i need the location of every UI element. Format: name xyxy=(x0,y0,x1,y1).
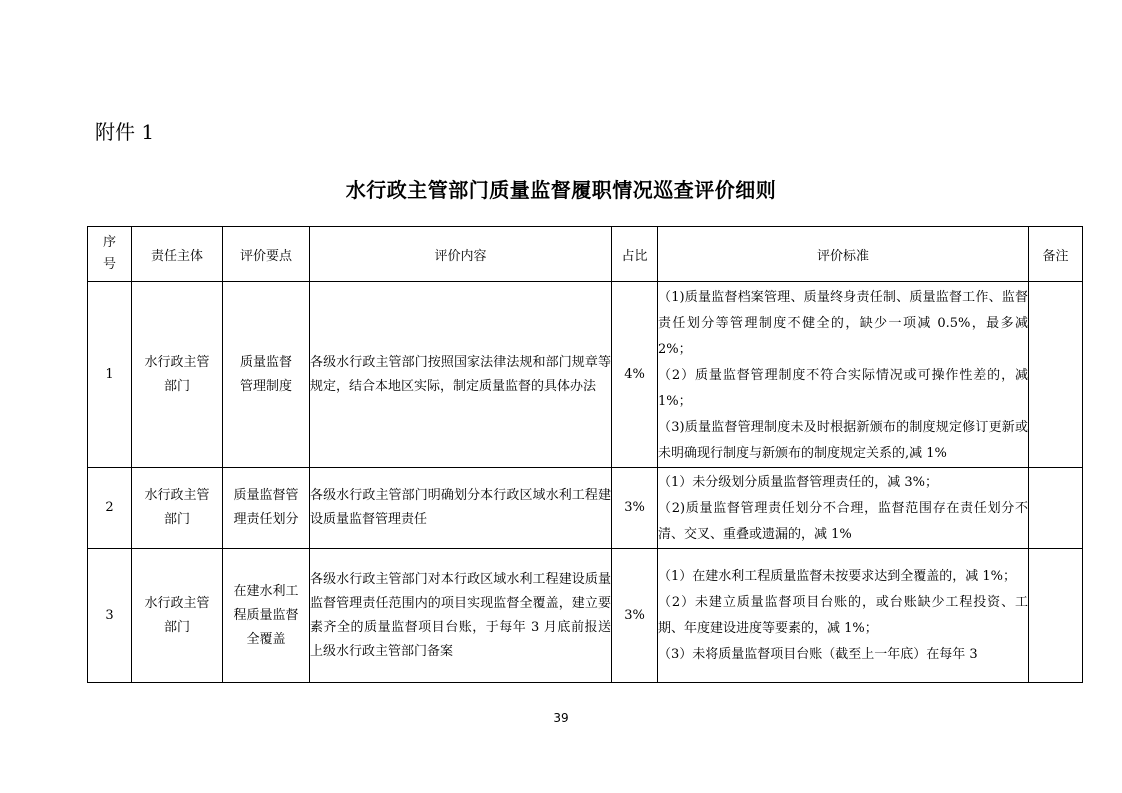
row-criteria xyxy=(658,282,1029,468)
criteria-item: （1）未分级划分质量监督管理责任的，减 3%； xyxy=(658,474,939,490)
row-ratio: 4% xyxy=(612,282,658,468)
evaluation-table xyxy=(87,226,1083,683)
row-subject-line: 水行政主管 xyxy=(144,488,210,503)
table-header-row xyxy=(88,227,1083,282)
row-index: 3 xyxy=(88,549,132,683)
row-remarks xyxy=(1029,468,1083,549)
row-subject-line: 水行政主管 xyxy=(144,354,210,370)
header-ratio: 占比 xyxy=(612,227,658,282)
page-number: 39 xyxy=(553,711,569,725)
row-remarks xyxy=(1029,549,1083,683)
header-remarks: 备注 xyxy=(1029,227,1083,282)
row-key-line: 理责任划分 xyxy=(233,512,299,527)
row-subject-line: 水行政主管 xyxy=(144,595,210,611)
header-key-point: 评价要点 xyxy=(223,227,310,282)
header-index-line1: 序 xyxy=(102,235,116,250)
row-subject xyxy=(132,282,223,468)
criteria-item: （2)质量监督管理责任划分不合理，监督范围存在责任划分不清、交叉、重叠或遗漏的，减 1% xyxy=(658,500,1028,542)
table-row xyxy=(88,282,1083,468)
criteria-item: （3)质量监督管理制度未及时根据新颁布的制度规定修订更新或未明确现行制度与新颁布的制度规定关系的,减 1% xyxy=(658,419,1028,461)
row-key-line: 在建水利工 xyxy=(233,583,299,599)
row-key-point xyxy=(223,468,310,549)
criteria-item: （3）未将质量监督项目台账（截至上一年底）在每年 3 xyxy=(658,647,978,662)
document-title: 水行政主管部门质量监督履职情况巡查评价细则 xyxy=(345,178,777,202)
row-index: 2 xyxy=(88,468,132,549)
row-key-line: 管理制度 xyxy=(239,378,292,394)
table-row xyxy=(88,549,1083,683)
criteria-item: （1)质量监督档案管理、质量终身责任制、质量监督工作、监督责任划分等管理制度不健全的，缺少一项减 0.5%，最多减 2%； xyxy=(658,289,1028,357)
row-key-line: 质量监督 xyxy=(239,354,292,370)
row-key-point xyxy=(223,282,310,468)
row-content: 各级水行政主管部门对本行政区域水利工程建设质量监督管理责任范围内的项目实现监督全覆盖，建立要素齐全的质量监督项目台账，于每年 3 月底前报送上级水行政主管部门备案 xyxy=(310,549,612,683)
attachment-label: 附件 1 xyxy=(95,120,155,144)
header-criteria: 评价标准 xyxy=(658,227,1029,282)
row-subject xyxy=(132,549,223,683)
header-subject: 责任主体 xyxy=(132,227,223,282)
row-subject-line: 部门 xyxy=(163,378,190,394)
row-subject xyxy=(132,468,223,549)
row-criteria xyxy=(658,549,1029,683)
row-criteria xyxy=(658,468,1029,549)
row-remarks xyxy=(1029,282,1083,468)
header-content: 评价内容 xyxy=(310,227,612,282)
row-content: 各级水行政主管部门明确划分本行政区域水利工程建设质量监督管理责任 xyxy=(310,468,612,549)
row-key-line: 全覆盖 xyxy=(246,631,286,647)
header-index-line2: 号 xyxy=(102,257,116,272)
row-ratio: 3% xyxy=(612,468,658,549)
row-key-line: 质量监督管 xyxy=(233,488,299,503)
row-key-line: 程质量监督 xyxy=(233,607,299,623)
table-row xyxy=(88,468,1083,549)
criteria-item: （2）未建立质量监督项目台账的，或台账缺少工程投资、工期、年度建设进度等要素的，减 1%； xyxy=(658,595,1028,636)
row-key-point xyxy=(223,549,310,683)
criteria-item: （2）质量监督管理制度不符合实际情况或可操作性差的，减 1%； xyxy=(658,367,1028,409)
row-index: 1 xyxy=(88,282,132,468)
row-ratio: 3% xyxy=(612,549,658,683)
row-content: 各级水行政主管部门按照国家法律法规和部门规章等规定，结合本地区实际，制定质量监督的具体办法 xyxy=(310,282,612,468)
header-index xyxy=(88,227,132,282)
row-subject-line: 部门 xyxy=(163,512,190,527)
criteria-item: （1）在建水利工程质量监督未按要求达到全覆盖的，减 1%； xyxy=(658,569,1017,584)
row-subject-line: 部门 xyxy=(163,619,190,635)
